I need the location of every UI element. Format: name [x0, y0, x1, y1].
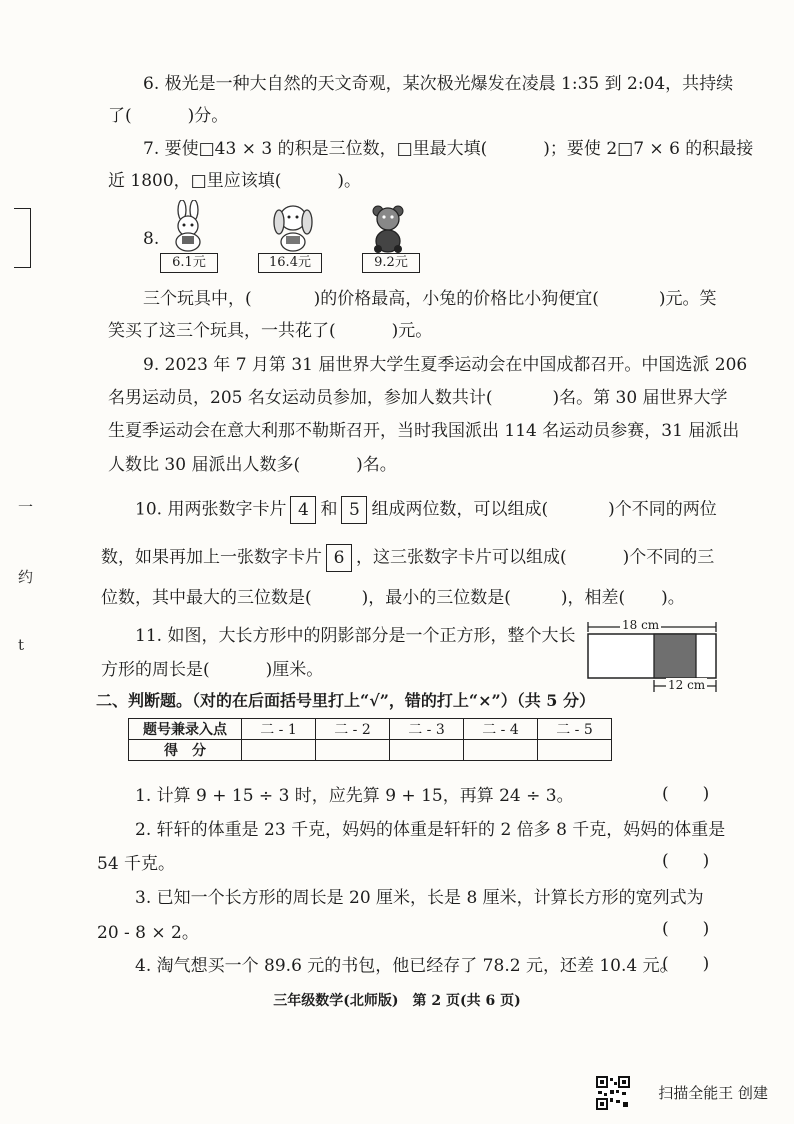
judge-1-text: 1. 计算 9 + 15 ÷ 3 时，应先算 9 + 15，再算 24 ÷ 3。 [135, 786, 574, 806]
dog-price-tag: 16.4元 [258, 253, 322, 273]
score-cell-3[interactable] [390, 740, 464, 761]
margin-mark-1: 一 [18, 498, 34, 516]
q10-line2 [101, 544, 714, 572]
table-header-cell: 二 - 5 [538, 719, 612, 740]
q7-line1-a: 7. 要使□43 × 3 的积是三位数，□里最大填( [143, 139, 488, 159]
judge-4-answer[interactable]: ( ) [662, 954, 710, 974]
q8-line1 [143, 288, 717, 310]
bear-price-tag: 9.2元 [362, 253, 420, 273]
table-header-cell: 二 - 1 [242, 719, 316, 740]
judge-2-text: 2. 轩轩的体重是 23 千克，妈妈的体重是轩轩的 2 倍多 8 千克，妈妈的体重是 [135, 820, 726, 840]
judge-2-answer[interactable]: ( ) [662, 851, 710, 871]
q9-line2-a: 名男运动员，205 名女运动员参加，参加人数共计( [108, 388, 493, 408]
q9-line2-b: )名。第 30 届世界大学 [552, 388, 728, 408]
q9-line4-a: 人数比 30 届派出人数多( [108, 455, 301, 475]
table-header-cell: 题号兼录入点 [129, 719, 242, 740]
score-cell-4[interactable] [464, 740, 538, 761]
q11-line2-a: 方形的周长是( [101, 660, 210, 680]
score-cell-2[interactable] [316, 740, 390, 761]
q9-line1: 9. 2023 年 7 月第 31 届世界大学生夏季运动会在中国成都召开。中国选派 206 [143, 355, 748, 375]
score-table-row [129, 740, 612, 761]
q10-line2-a: 数，如果再加上一张数字卡片 [101, 547, 322, 568]
q6-line1: 6. 极光是一种大自然的天文奇观，某次极光爆发在凌晨 1:35 到 2:04，共持续 [143, 74, 734, 94]
q9-line2 [108, 387, 728, 409]
scanner-watermark: 扫描全能王 创建 [658, 1084, 768, 1102]
q8-line1-a: 三个玩具中，( [143, 289, 252, 309]
q10-line1-c: 组成两位数，可以组成( [371, 499, 549, 520]
q10-line2-c: )个不同的三 [622, 547, 715, 568]
q8-line2-b: )元。 [391, 321, 433, 341]
q8-line1-c: )元。笑 [658, 289, 717, 309]
binding-bracket [14, 208, 31, 268]
section2-title: 二、判断题。（对的在后面括号里打上“√”，错的打上“×”）（共 5 分） [96, 691, 596, 710]
score-cell-1[interactable] [242, 740, 316, 761]
q7-line2 [108, 170, 361, 192]
q7-line2-a: 近 1800，□里应该填( [108, 171, 282, 191]
q8-line1-b: )的价格最高，小兔的价格比小狗便宜( [313, 289, 599, 309]
table-header-cell: 二 - 4 [464, 719, 538, 740]
q6-line2 [108, 105, 228, 127]
digit-card-5: 5 [341, 496, 367, 524]
margin-mark-3: t [18, 636, 25, 654]
margin-mark-2: 约 [18, 568, 34, 586]
q11-line1: 11. 如图，大长方形中的阴影部分是一个正方形，整个大长 [135, 626, 576, 646]
dim-label-bottom: 12 cm [668, 678, 706, 692]
q8-line2-a: 笑买了这三个玩具，一共花了( [108, 321, 336, 341]
table-header-cell: 二 - 3 [390, 719, 464, 740]
page-footer: 三年级数学(北师版) 第 2 页(共 6 页) [273, 993, 521, 1009]
q8-line2 [108, 320, 432, 342]
judge-1-answer[interactable]: ( ) [662, 784, 710, 804]
score-table-header-row [129, 719, 612, 740]
q10-line1-b: 和 [320, 499, 338, 520]
digit-card-4: 4 [290, 496, 316, 524]
judge-3-text2: 20 - 8 × 2。 [97, 923, 199, 943]
q10-line1-a: 10. 用两张数字卡片 [135, 499, 287, 520]
q9-line3: 生夏季运动会在意大利那不勒斯召开，当时我国派出 114 名运动员参赛，31 届派出 [108, 421, 740, 441]
q11-line2 [101, 659, 323, 681]
q6-line2-a: 了( [108, 106, 132, 126]
q7-line1-b: )；要使 2□7 × 6 的积最接 [543, 139, 754, 159]
qr-code-icon [596, 1076, 630, 1110]
judge-2-text2: 54 千克。 [97, 854, 176, 874]
q9-line4 [108, 454, 397, 476]
judge-4-text: 4. 淘气想买一个 89.6 元的书包，他已经存了 78.2 元，还差 10.4 元。 [135, 956, 677, 976]
q10-line2-b: ，这三张数字卡片可以组成( [356, 547, 567, 568]
dim-label-top: 18 cm [622, 618, 660, 632]
q6-line2-b: )分。 [187, 106, 229, 126]
judge-3-answer[interactable]: ( ) [662, 919, 710, 939]
q10-line3-d: )。 [661, 588, 685, 608]
q10-line1 [135, 496, 717, 524]
q10-line3-c: )，相差( [560, 588, 626, 608]
q11-line2-b: )厘米。 [265, 660, 324, 680]
q10-line3-b: )，最小的三位数是( [361, 588, 511, 608]
digit-card-6: 6 [326, 544, 352, 572]
q7-line1 [143, 138, 753, 160]
table-header-cell: 二 - 2 [316, 719, 390, 740]
q7-line2-b: )。 [337, 171, 362, 191]
score-table [128, 718, 612, 761]
q9-line4-b: )名。 [356, 455, 397, 475]
q10-line1-d: )个不同的两位 [608, 499, 717, 520]
q8-number: 8. [143, 229, 160, 249]
rabbit-price-tag: 6.1元 [160, 253, 218, 273]
score-cell-5[interactable] [538, 740, 612, 761]
rabbit-toy-icon [168, 200, 208, 252]
q10-line3 [101, 587, 685, 609]
bear-toy-icon [368, 203, 408, 253]
dog-toy-icon [270, 200, 316, 252]
judge-3-text: 3. 已知一个长方形的周长是 20 厘米，长是 8 厘米，计算长方形的宽列式为 [135, 888, 704, 908]
q10-line3-a: 位数，其中最大的三位数是( [101, 588, 312, 608]
table-row-label: 得 分 [129, 740, 242, 761]
